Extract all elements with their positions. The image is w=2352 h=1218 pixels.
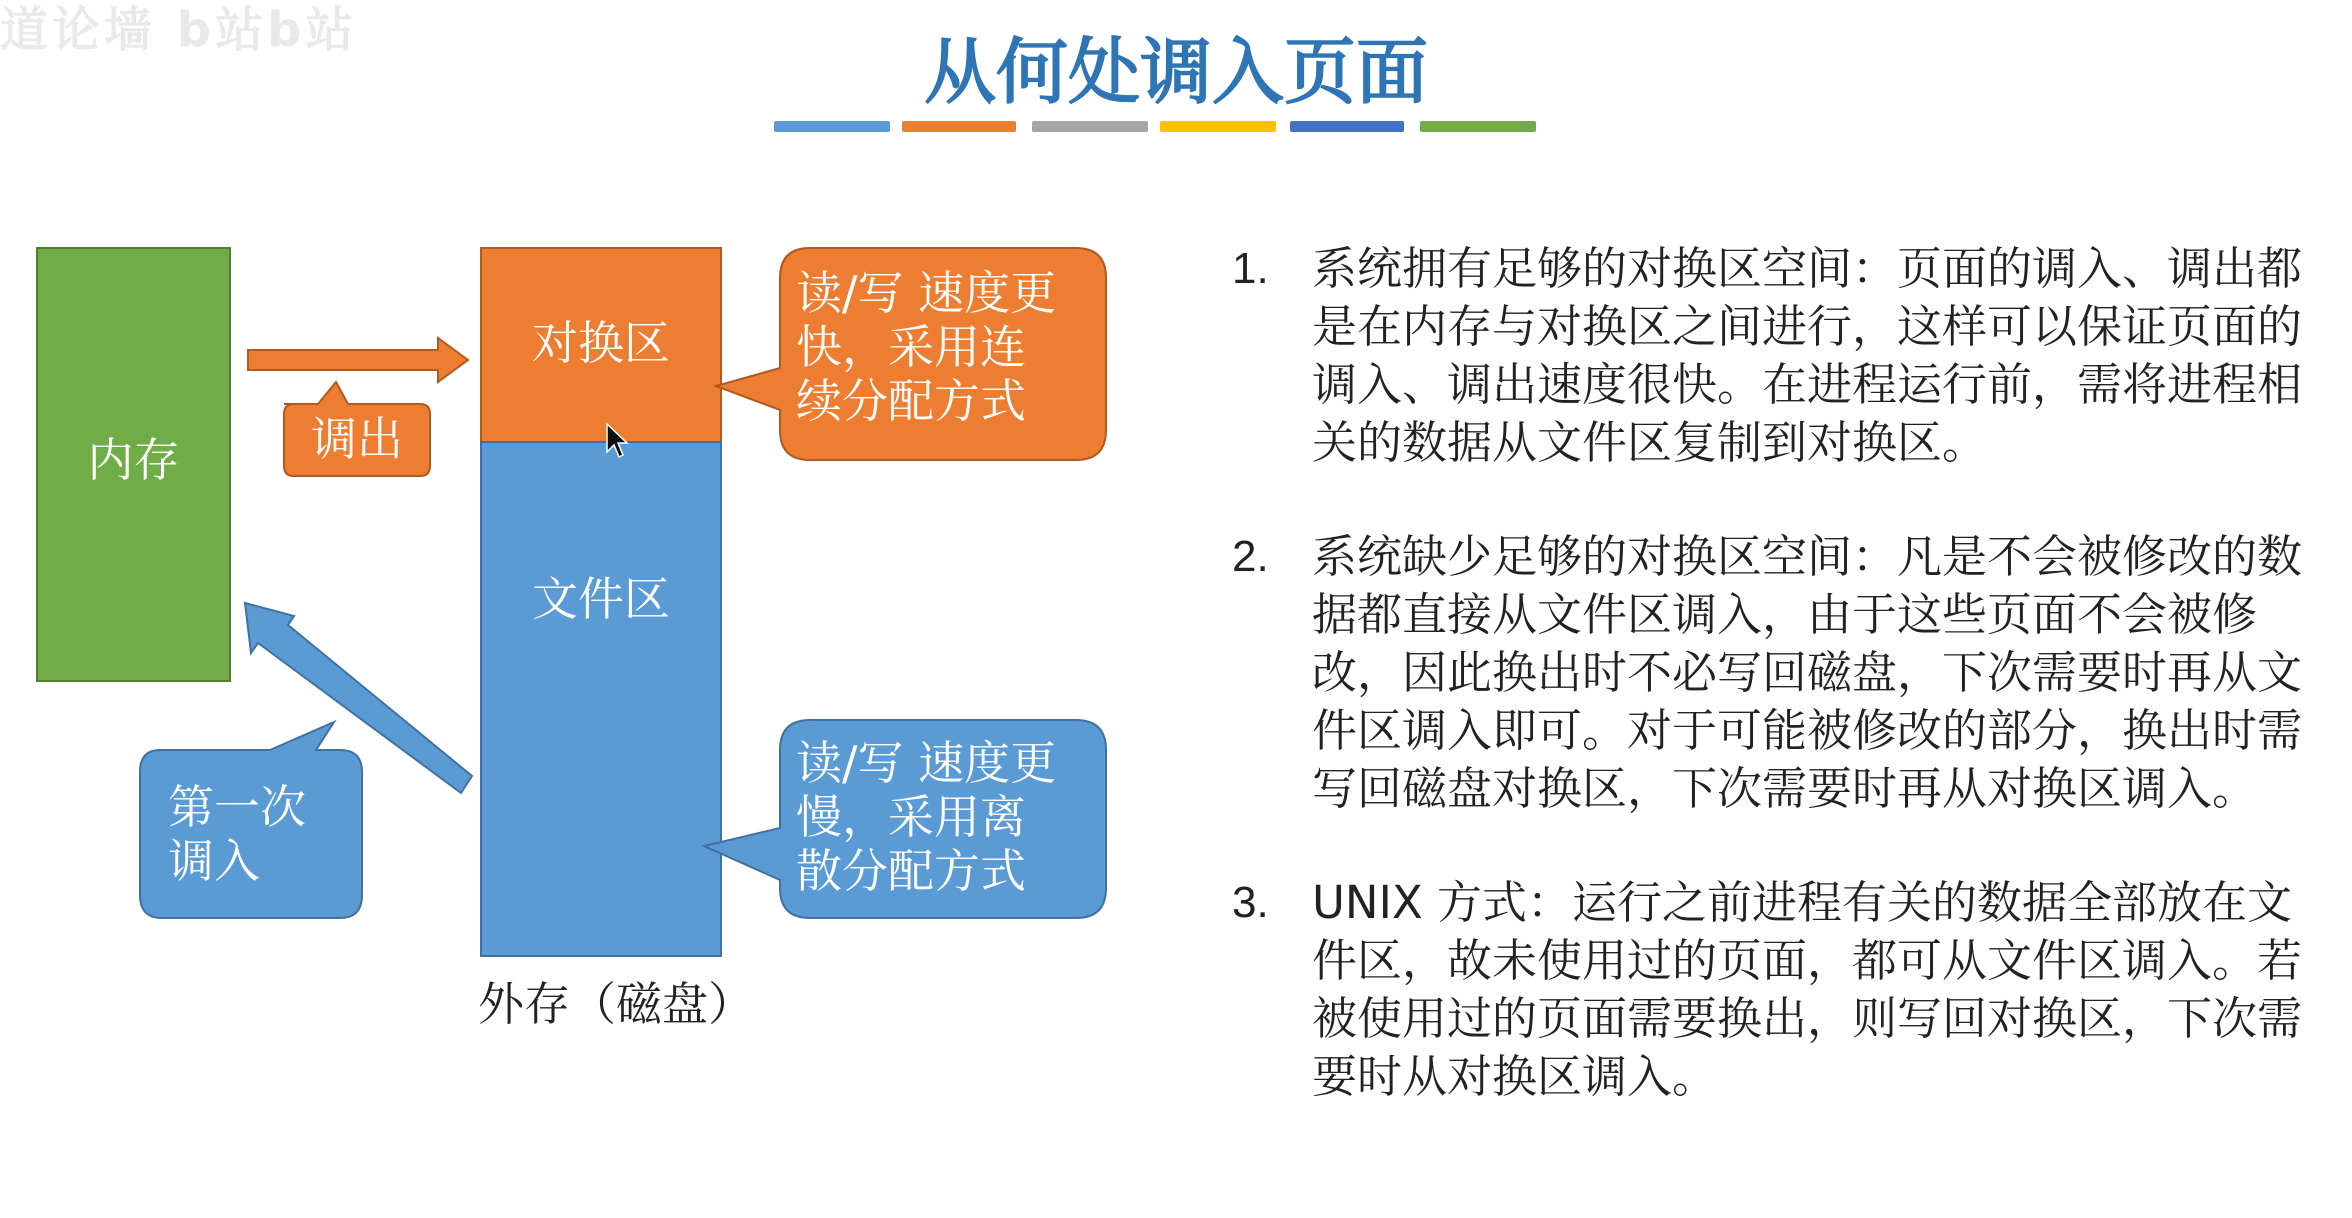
list-item (1232, 528, 2312, 818)
file-note-text (796, 736, 1056, 898)
swap-note-line: 快，采用连 (796, 320, 1026, 374)
swap-area-label: 对换区 (532, 316, 670, 370)
watermark: 道论墙 b站b站 (0, 2, 358, 58)
file-area-label: 文件区 (532, 572, 670, 626)
swap-note-line: 读/写 速度更 (796, 266, 1057, 320)
swap-out-arrow (248, 338, 468, 382)
first-load-label (168, 780, 306, 888)
list-item-text: UNIX 方式：运行之前进程有关的数据全部放在文件区，故未使用过的页面，都可从文件区调入。若被使用过的页面需要换出，则写回对换区，下次需要时从对换区调入。 (1312, 876, 2303, 1103)
swap-out-label: 调出 (311, 412, 403, 466)
list-item-number: 2. (1232, 532, 1269, 581)
first-load-label-line: 第一次 (168, 780, 306, 834)
first-load-label-line: 调入 (168, 834, 260, 888)
list-item (1232, 874, 2312, 1106)
file-note-line: 读/写 速度更 (796, 736, 1057, 790)
file-note-line: 散分配方式 (796, 844, 1026, 898)
memory-label: 内存 (87, 433, 180, 487)
list-item-text: 系统拥有足够的对换区空间：页面的调入、调出都是在内存与对换区之间进行，这样可以保证页面的调入、调出速度很快。在进程运行前，需将进程相关的数据从文件区复制到对换区。 (1312, 242, 2303, 469)
explanation-list (1232, 240, 2312, 1162)
disk-caption: 外存（磁盘） (478, 977, 754, 1031)
title-bar-segment (1420, 121, 1536, 132)
list-item-number: 3. (1232, 878, 1269, 927)
file-note-line: 慢，采用离 (796, 790, 1026, 844)
swap-note-line: 续分配方式 (796, 374, 1026, 428)
page-title: 从何处调入页面 (923, 30, 1428, 114)
list-item (1232, 240, 2312, 472)
list-item-number: 1. (1232, 244, 1269, 293)
title-bar-segment (1290, 121, 1404, 132)
swap-note-text (796, 266, 1056, 428)
file-area-block (481, 442, 721, 956)
title-bar-segment (1160, 121, 1276, 132)
list-item-text: 系统缺少足够的对换区空间：凡是不会被修改的数据都直接从文件区调入，由于这些页面不会被修改，因此换出时不必写回磁盘，下次需要时再从文件区调入即可。对于可能被修改的部分，换出时需写回磁盘对换区，下次需要时再从对换区调入。 (1312, 530, 2303, 815)
